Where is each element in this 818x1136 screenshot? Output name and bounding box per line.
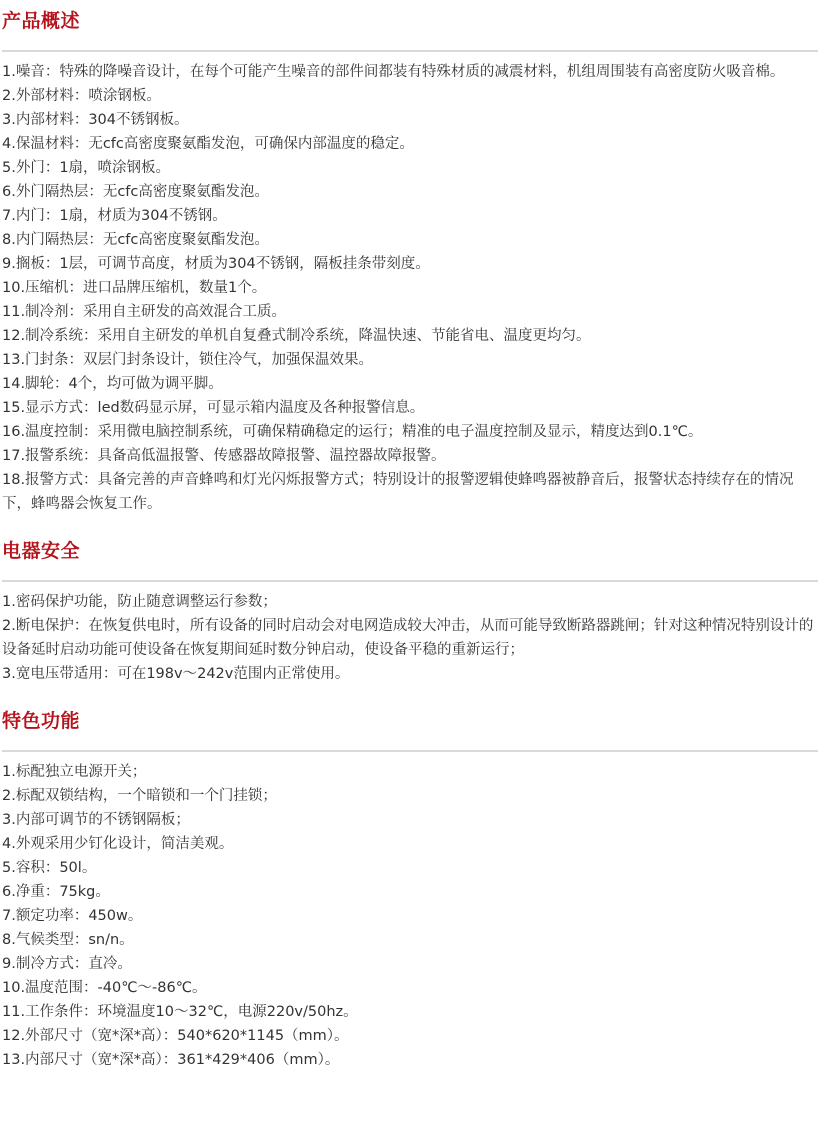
spec-item: 8.内门隔热层：无cfc高密度聚氨酯发泡。 bbox=[2, 232, 269, 248]
spec-item: 2.断电保护：在恢复供电时，所有设备的同时启动会对电网造成较大冲击，从而可能导致断路器跳闸；针对这种情况特别设计的设备延时启动功能可使设备在恢复期间延时数分钟启动，使设备平稳的重新运行； bbox=[2, 618, 814, 658]
spec-item: 7.内门：1扇，材质为304不锈钢。 bbox=[2, 208, 227, 224]
spec-item: 5.容积：50l。 bbox=[2, 860, 97, 876]
spec-item: 3.内部材料：304不锈钢板。 bbox=[2, 112, 189, 128]
spec-item: 11.制冷剂：采用自主研发的高效混合工质。 bbox=[2, 304, 287, 320]
spec-item: 2.外部材料：喷涂钢板。 bbox=[2, 88, 161, 104]
spec-item: 7.额定功率：450w。 bbox=[2, 908, 143, 924]
spec-item: 2.标配双锁结构，一个暗锁和一个门挂锁； bbox=[2, 788, 277, 804]
spec-item: 3.宽电压带适用：可在198v～242v范围内正常使用。 bbox=[2, 666, 350, 682]
spec-item: 16.温度控制：采用微电脑控制系统，可确保精确稳定的运行；精准的电子温度控制及显示，精度达到0.1℃。 bbox=[2, 424, 703, 440]
spec-item: 3.内部可调节的不锈钢隔板； bbox=[2, 812, 190, 828]
spec-item: 1.标配独立电源开关； bbox=[2, 764, 147, 780]
spec-item: 8.气候类型：sn/n。 bbox=[2, 932, 134, 948]
spec-list bbox=[2, 760, 816, 1072]
section-title: 特色功能 bbox=[2, 710, 81, 732]
section-product-overview bbox=[2, 0, 816, 516]
spec-item: 9.搁板：1层，可调节高度，材质为304不锈钢，隔板挂条带刻度。 bbox=[2, 256, 430, 272]
spec-item: 14.脚轮：4个，均可做为调平脚。 bbox=[2, 376, 223, 392]
section-divider bbox=[2, 50, 818, 52]
spec-item: 13.内部尺寸（宽*深*高）：361*429*406（mm）。 bbox=[2, 1052, 340, 1068]
spec-item: 17.报警系统：具备高低温报警、传感器故障报警、温控器故障报警。 bbox=[2, 448, 446, 464]
spec-item: 6.外门隔热层：无cfc高密度聚氨酯发泡。 bbox=[2, 184, 269, 200]
spec-item: 12.制冷系统：采用自主研发的单机自复叠式制冷系统，降温快速、节能省电、温度更均匀。 bbox=[2, 328, 591, 344]
spec-list bbox=[2, 590, 816, 686]
section-title: 产品概述 bbox=[2, 10, 81, 32]
spec-item: 10.压缩机：进口品牌压缩机，数量1个。 bbox=[2, 280, 267, 296]
section-electrical-safety bbox=[2, 530, 816, 686]
spec-item: 9.制冷方式：直冷。 bbox=[2, 956, 132, 972]
spec-item: 11.工作条件：环境温度10～32℃，电源220v/50hz。 bbox=[2, 1004, 358, 1020]
spec-item: 5.外门：1扇，喷涂钢板。 bbox=[2, 160, 171, 176]
spec-item: 1.噪音：特殊的降噪音设计，在每个可能产生噪音的部件间都装有特殊材质的减震材料，机组周围装有高密度防火吸音棉。 bbox=[2, 64, 785, 80]
section-title: 电器安全 bbox=[2, 540, 81, 562]
spec-item: 4.保温材料：无cfc高密度聚氨酯发泡，可确保内部温度的稳定。 bbox=[2, 136, 414, 152]
spec-item: 6.净重：75kg。 bbox=[2, 884, 110, 900]
spec-item: 12.外部尺寸（宽*深*高）：540*620*1145（mm）。 bbox=[2, 1028, 349, 1044]
spec-item: 10.温度范围：-40℃～-86℃。 bbox=[2, 980, 207, 996]
section-divider bbox=[2, 580, 818, 582]
section-featured-functions bbox=[2, 700, 816, 1072]
spec-item: 18.报警方式：具备完善的声音蜂鸣和灯光闪烁报警方式；特别设计的报警逻辑使蜂鸣器被静音后，报警状态持续存在的情况下，蜂鸣器会恢复工作。 bbox=[2, 472, 794, 512]
spec-item: 13.门封条：双层门封条设计，锁住冷气，加强保温效果。 bbox=[2, 352, 374, 368]
spec-list bbox=[2, 60, 816, 516]
spec-item: 15.显示方式：led数码显示屏，可显示箱内温度及各种报警信息。 bbox=[2, 400, 425, 416]
spec-item: 1.密码保护功能，防止随意调整运行参数； bbox=[2, 594, 277, 610]
spec-item: 4.外观采用少钉化设计，简洁美观。 bbox=[2, 836, 234, 852]
section-divider bbox=[2, 750, 818, 752]
